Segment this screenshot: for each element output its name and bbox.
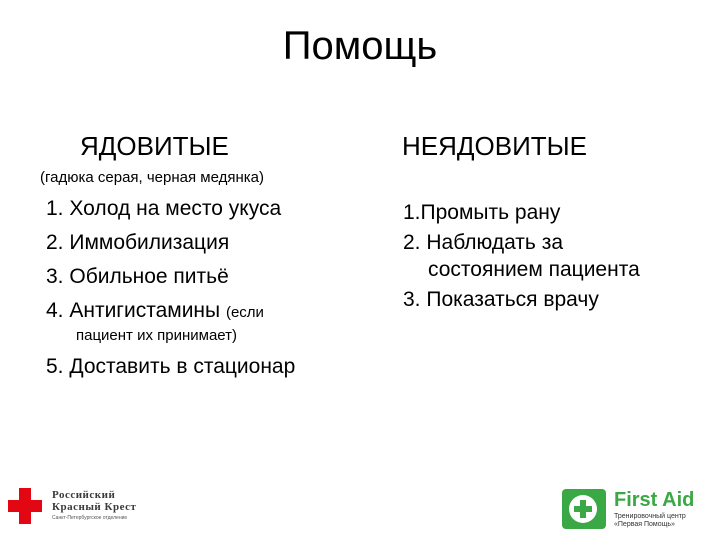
item-number: 5. [46,355,64,378]
non-venomous-steps-list [403,196,640,316]
red-cross-line2: Красный Крест [52,501,137,513]
list-item [403,229,640,256]
item-aside: (если [225,304,264,321]
list-item [46,294,295,330]
first-aid-logo [562,487,716,533]
item-aside-continuation: пациент их принимает) [76,327,238,344]
slide-title: Помощь [282,24,438,68]
red-cross-subtitle: Санкт-Петербургское отделение [52,515,128,521]
item-text: Промыть рану [420,201,561,224]
item-text: Холод на место укуса [69,197,282,220]
item-number: 1. [403,201,421,224]
venomous-steps-list [46,192,295,384]
russian-red-cross-logo [8,488,168,528]
item-text: Обильное питьё [69,265,229,288]
non-venomous-heading: НЕЯДОВИТЫЕ [402,131,587,161]
item-number: 1. [46,197,64,220]
list-item [46,226,295,260]
red-cross-line1: Российский [52,489,116,501]
item-text: Доставить в стационар [69,355,296,378]
item-text: Иммобилизация [69,231,230,254]
list-item [46,260,295,294]
item-text: Антигистамины [69,299,221,322]
red-cross-logo-text [52,489,136,513]
venomous-species-note: (гадюка серая, черная медянка) [40,169,264,186]
first-aid-subtitle [614,513,686,529]
list-item [46,192,295,226]
first-aid-line2: «Первая Помощь» [614,521,675,528]
item-text: Наблюдать за [426,231,564,254]
item-number: 3. [46,265,64,288]
item-number: 2. [46,231,64,254]
item-number: 2. [403,231,421,254]
item-text: Показаться врачу [426,288,599,311]
list-item [403,283,640,316]
item-number: 3. [403,288,421,311]
item-number: 4. [46,299,64,322]
list-item [46,350,295,384]
first-aid-title: First Aid [614,489,695,511]
item-continuation: состоянием пациента [428,258,640,281]
first-aid-cross-icon [562,489,606,529]
venomous-heading: ЯДОВИТЫЕ [80,131,229,161]
list-item [403,196,640,229]
first-aid-line1: Тренировочный центр [614,513,686,520]
